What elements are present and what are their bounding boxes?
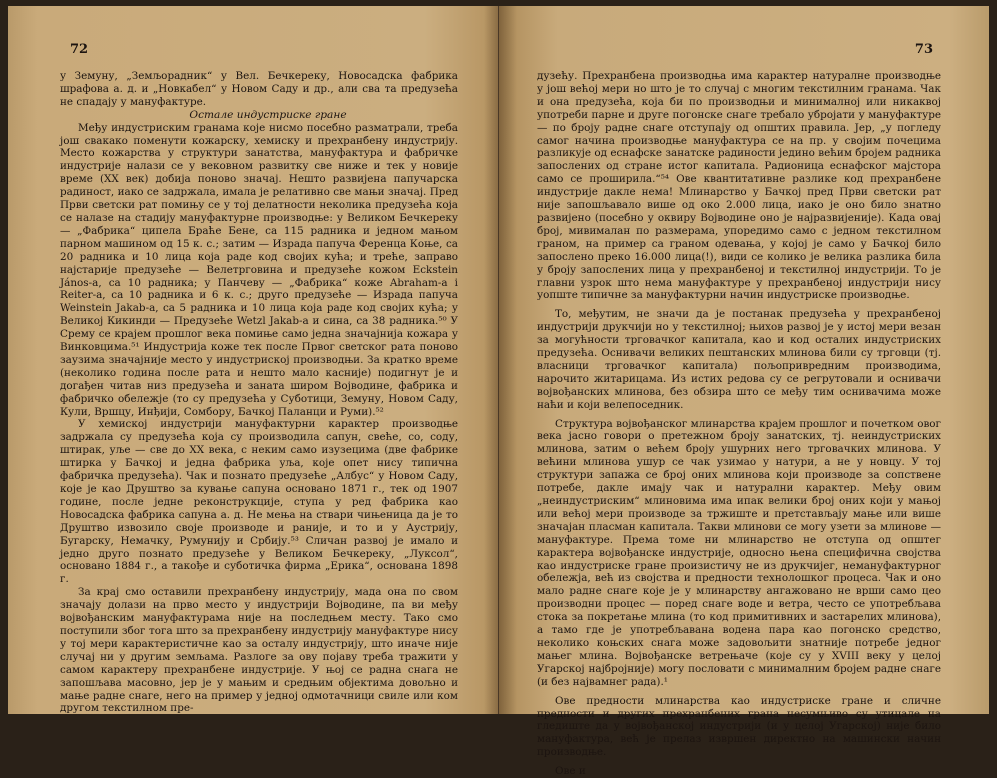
paragraph: Ове и (555, 765, 586, 778)
page-number: 73 (914, 42, 933, 57)
paragraph: у Земуну, „Земљорадник“ у Вел. Бечкереку, Новосадска фабрика шрафова а. д. и „Новкабел“ у Новом Саду и др., али сва та предузећа не спадају у мануфактуре. (60, 70, 458, 108)
book-spread (8, 6, 989, 778)
left-page-text (60, 70, 458, 715)
right-page (499, 6, 989, 778)
paragraph: Ове предности млинарства као индустриске гране и сличне предности и других прехранбених грана несумњиво су утицале на гледиште да у војвођанској индустрији (и у целој Угарској) није било мануфактура, већ је прелаз извршен директно на машински начин производње. (537, 694, 941, 759)
gutter-shadow (499, 6, 517, 714)
paragraph: За крај смо оставили прехранбену индустрију, мада она по свом значају долази на прво место у индустрији Војводине, па ви међу војвођанским мануфактурама није на последњем месту. Тако смо поступили због тога што за прехранбену индустрију мануфактуре нису у тој мери карактеристичне као за осталу индустрију, што иначе није случај ни у другим земљама. Разлоге за ову појаву треба тражити у самом карактеру прехранбене индустрије. У њој се радна снага не запошљава масовно, јер је у мањим и средњим објектима довољно и мање радне снаге, него на пример у једној одмотачници свиле или ком другом текстилном пре- (60, 586, 458, 715)
section-heading: Остале индустриске гране (189, 108, 347, 121)
page-number: 72 (70, 42, 89, 57)
paragraph: Структура војвођанског млинарства крајем прошлог и почетком овог века јасно говори о претежном броју занатских, тј. неиндустриских млинова, затим о већем броју ушурних него трговачких млинова. У већини млинова ушур се чак узимао у натури, а не у новцу. У тој структури запажа се број оних млинова који производе за сопствене потребе, дакле имају чак и натурални карактер. Међу овим „неиндустриским“ млиновима има ипак велики број оних који у мањој или већој мери производе за тржиште и претстављају мање или више значајан пласман капитала. Такви млинови се могу узети за млинове — мануфактуре. Према томе ни млинарство не отступа од општег карактера војвођанске индустрије, односно њена специфична својства као индустриске гране произистичу не из друкчијег, немануфактурног обележја, већ из својства и предности технолошког процеса. Чак и оно мало радне снаге које је у млинарству ангажовано не врши само цео производни процес — поред снаге воде и ветра, често се употребљава стока за покретање млина (то код примитивних и застарелих млинова), а тамо где је употребљавана водена пара као погонско средство, неколико коњских снага може задовољити знатније потребе једног мањег млина. Војвођанске ветрењаче (које су у XVIII веку у целој Угарској најбројније) могу пословати с минималним бројем радне снаге (и без највамнег рада).¹ (537, 417, 941, 688)
right-page-text (537, 70, 941, 778)
gutter-shadow (484, 6, 498, 714)
paragraph: Међу индустриским гранама које нисмо посебно разматрали, треба још свакако поменути кожарску, хемиску и прехранбену индустрију. Место кожарства у структури занатства, мануфактура и фабричке индустрије налази се у вековном развитку све ниже и тек у новије време (XX век) добија поново значај. Нешто развијена папучарска радиност, иако се задржала, имала је релативно све мањи значај. Пред Први светски рат помињу се у тој делатности неколика предузећа која се налазе на стадију мануфактурне производње: у Великом Бечкереку — „Фабрика“ ципела Браће Бене, са 115 радника и једном мањом парном машином од 15 к. с.; затим — Израда папуча Ференца Коње, са 20 радника и 10 лица која раде код својих кућа; и треће, заправо најстарије предузеће — Велетрговина и предузеће кожом Eckstein János-a, са 10 радника; у Панчеву — „Фабрика“ коже Abraham-a i Reiter-a, са 10 радника и 6 к. с.; друго предузеће — Израда папуча Weinstein Jakab-a, са 5 радника и 10 лица која раде код својих кућа; у Великој Кикинди — Предузеће Wetzl Jakab-a и сина, са 38 радника.⁵⁰ У Срему се крајем прошлог века помиње само једна значајнија кожара у Винковцима.⁵¹ Индустрија коже тек после Првог светског рата поново заузима значајније место у индустриској производњи. За кратко време (неколико година после рата и нешто мало касније) подигнут је и догађен читав низ предузећа и заната широм Војводине, фабрика и фабричко обележје (то су предузећа у Суботици, Земуну, Новом Саду, Кули, Вршцу, Инђији, Сомбору, Бачкој Паланци и Руми).⁵² (60, 121, 458, 418)
left-page (8, 6, 498, 714)
paragraph: То, међутим, не значи да је постанак предузећа у прехранбеној индустрији друкчији но у текстилној; њихов развој је у истој мери везан за могућности трговачког капитала, као и код осталих индустриских предузећа. Оснивачи великих пештанских млинова били су трговци (тј. власници трговачког капитала) пољопривредним производима, нарочито житарицама. Из истих редова су се регрутовали и оснивачи војвођанских млинова, без обзира што се међу тим оснивачима може наћи и који велепоседник. (537, 308, 941, 411)
paragraph: дузећу. Прехранбена производња има карактер натуралне производње у још већој мери но што је то случај с многим текстилним гранама. Чак и она предузећа, која би по производњи и минималној или никаквој употреби парне и друге погонске снаге требало убројати у мануфактуре — по броју радне снаге отступају од општих правила. Јер, „у погледу самог начина производње мануфактура се на пр. у својим почецима разликује од еснафске занатске радиности једино већим бројем радника запослених од стране истог капитала. Радионица еснафског мајстора само се проширила.“⁵⁴ Ове квантитативне разлике код прехранбене индустрије дакле нема! Млинарство у Бачкој пред Први светски рат није запошљавало више од око 2.000 лица, иако је оно било знатно развијено (посебно у оквиру Војводине оно је најразвијеније). Када овај број, мивималан по размерама, упоредимо само с једном текстилном граном, на пример са граном одевања, у којој је само у Бачкој било запослено преко 16.000 лица(!), види се колико је велика разлика била у броју запослених лица у прехранбеној и текстилној индустрији. То је главни узрок што нема мануфактуре у прехранбеној индустрији нису уопште типичне за мануфактурни начин индустриске производње. (537, 70, 941, 302)
paragraph: У хемиској индустрији мануфактурни карактер производње задржала су предузећа која су производила сапун, свеће, со, соду, штирак, уље — све до XX века, с неким само изузецима (две фабрике штирка у Бачкој и једна фабрика уља, које опет нису типична фабричка предузећа). Чак и познато предузеће „Албус“ у Новом Саду, које је као Друштво за кување сапуна основано 1871 г., тек од 1907 године, после једне реконструкције, ступа у ред фабрика као Новосадска фабрика сапуна а. д. Не мења на ствари чињеница да је то Друштво извозило своје производе и раније, и то и у Аустрију, Бугарску, Немачку, Румунију и Србију.⁵³ Сличан развој је имало и једно друго познато предузеће у Великом Бечкереку, „Луксол“, основано 1884 г., а такође и суботичка фирма „Ерика“, основана 1898 г. (60, 418, 458, 586)
